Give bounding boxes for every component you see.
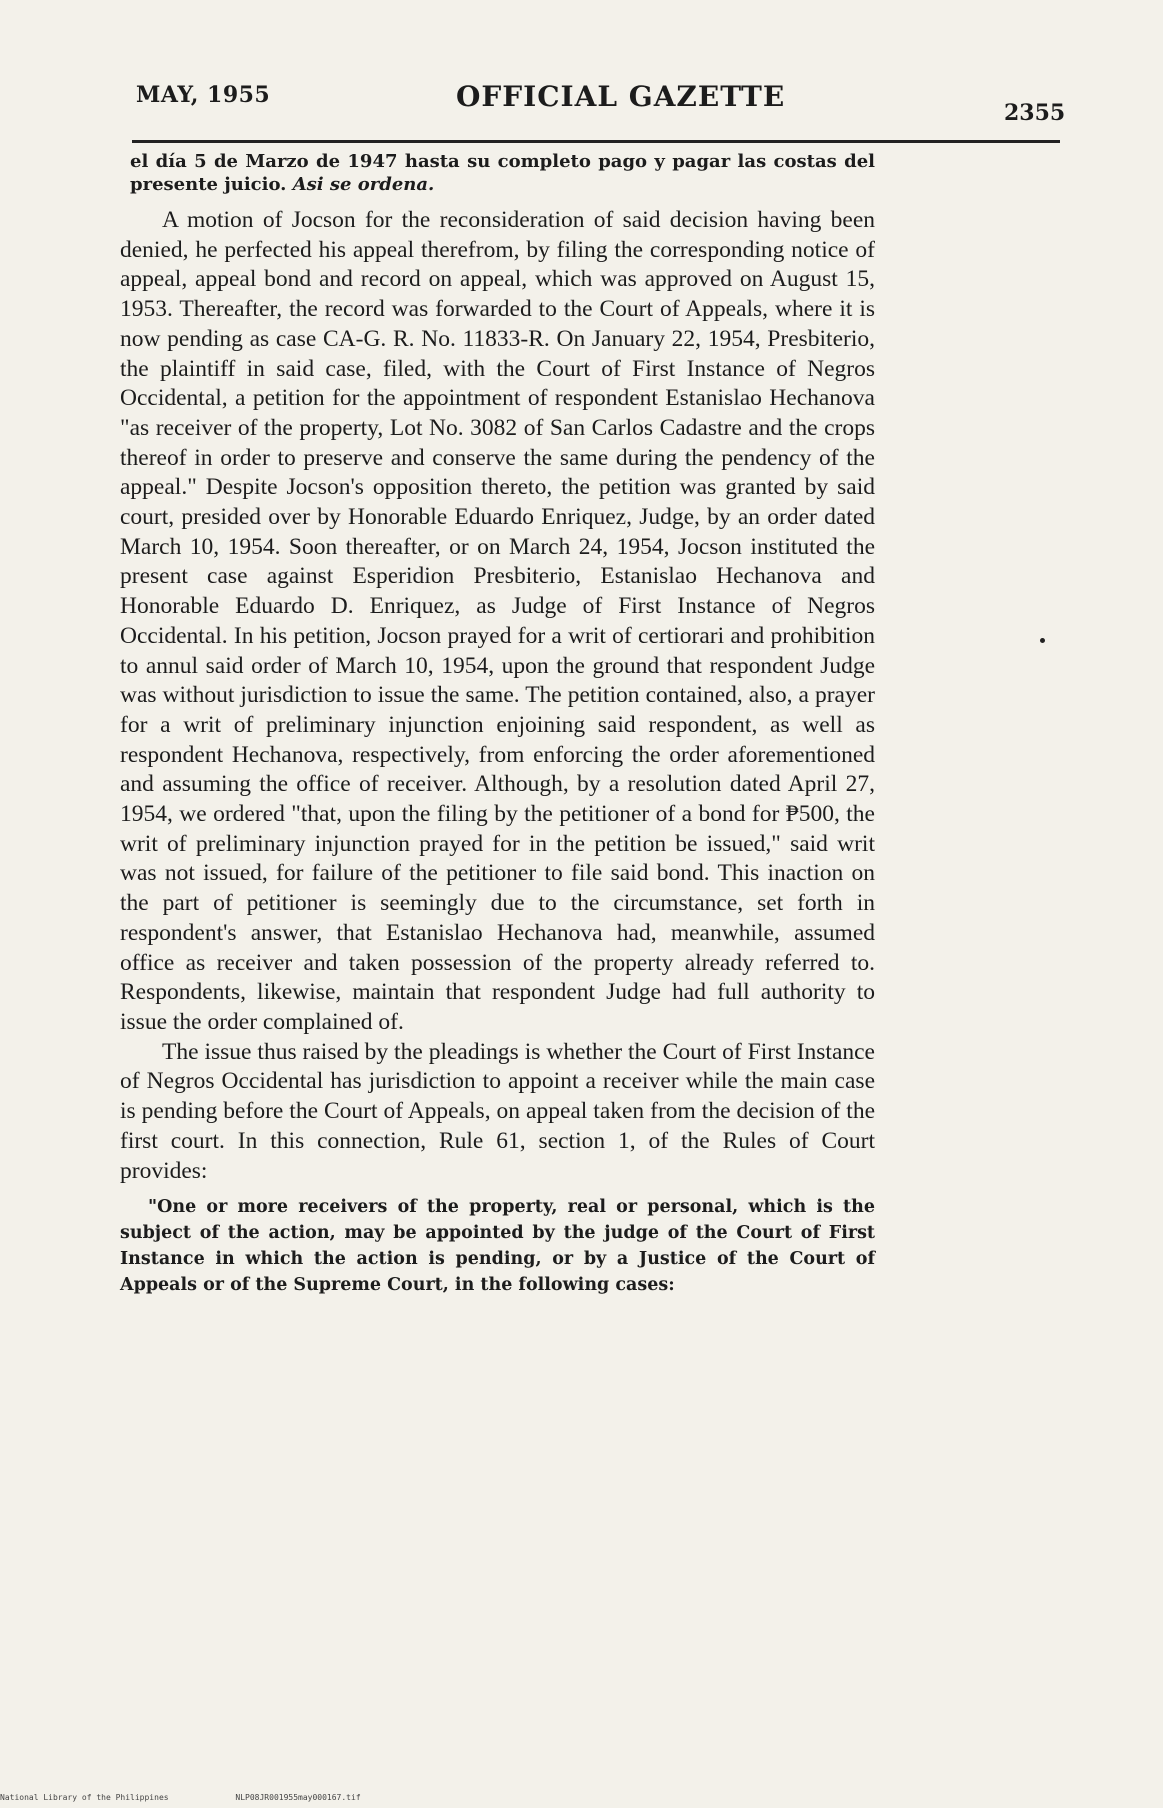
scan-footer [0,1793,1163,1802]
intro-text: el día 5 de Marzo de 1947 hasta su completo pago y pagar las costas del presente juicio. [130,151,875,195]
paragraph-2: The issue thus raised by the pleadings is whether the Court of First Instance of Negros Occidental has jurisdiction to appoint a receiver while the main case is pending before the Court of Appeals, on appeal taken from the decision of the first court. In this connection, Rule 61, section 1, of the Rules of Court provides: [120,1038,875,1184]
footer-file: NLP08JR001955may000167.tif [235,1793,361,1802]
paragraph-1: A motion of Jocson for the reconsideration of said decision having been denied, he perfected his appeal therefrom, by filing the corresponding notice of appeal, appeal bond and record on appeal, which was approved on August 15, 1953. Thereafter, the record was forwarded to the Court of Appeals, where it is now pending as case CA-G. R. No. 11833-R. On January 22, 1954, Presbiterio, the plaintiff in said case, filed, with the Court of First Instance of Negros Occidental, a petition for the appointment of respondent Estanislao Hechanova "as receiver of the property, Lot No. 3082 of San Carlos Cadastre and the crops thereof in order to preserve and conserve the same during the pendency of the appeal." Despite Jocson's opposition thereto, the petition was granted by said court, presided over by Honorable Eduardo Enriquez, Judge, by an order dated March 10, 1954. Soon thereafter, or on March 24, 1954, Jocson instituted the present case against Esperidion Presbiterio, Estanislao Hechanova and Honorable Eduardo D. Enriquez, as Judge of First Instance of Negros Occidental. In his petition, Jocson prayed for a writ of certiorari and prohibition to annul said order of March 10, 1954, upon the ground that respondent Judge was without jurisdiction to issue the same. The petition contained, also, a prayer for a writ of preliminary injunction enjoining said respondent, as well as respondent Hechanova, respectively, from enforcing the order aforementioned and assuming the office of receiver. Although, by a resolution dated April 27, 1954, we ordered "that, upon the filing by the petitioner of a bond for ₱500, the writ of preliminary injunction prayed for in the petition be issued," said writ was not issued, for failure of the petitioner to file said bond. This inaction on the part of petitioner is seemingly due to the circumstance, set forth in respondent's answer, that Estanislao Hechanova had, meanwhile, assumed office as receiver and taken possession of the property already referred to. Respondents, likewise, maintain that respondent Judge had full authority to issue the order complained of. [120,207,875,1035]
page-header [0,80,1163,130]
header-rule [132,140,1060,143]
publication-title: OFFICIAL GAZETTE [456,80,786,113]
page-number: 2355 [1004,100,1066,126]
intro-fragment [130,150,875,196]
footer-library: National Library of the Philippines [0,1793,169,1802]
scan-speck [1040,638,1045,643]
issue-date: MAY, 1955 [136,82,271,108]
intro-emphasis: Asi se ordena. [292,174,435,195]
page-body [120,150,875,1298]
quoted-rule: "One or more receivers of the property, real or personal, which is the subject of the action, may be appointed by the judge of the Court of First Instance in which the action is pending, or by a Justice of the Court of Appeals or of the Supreme Court, in the following cases: [120,1197,875,1296]
